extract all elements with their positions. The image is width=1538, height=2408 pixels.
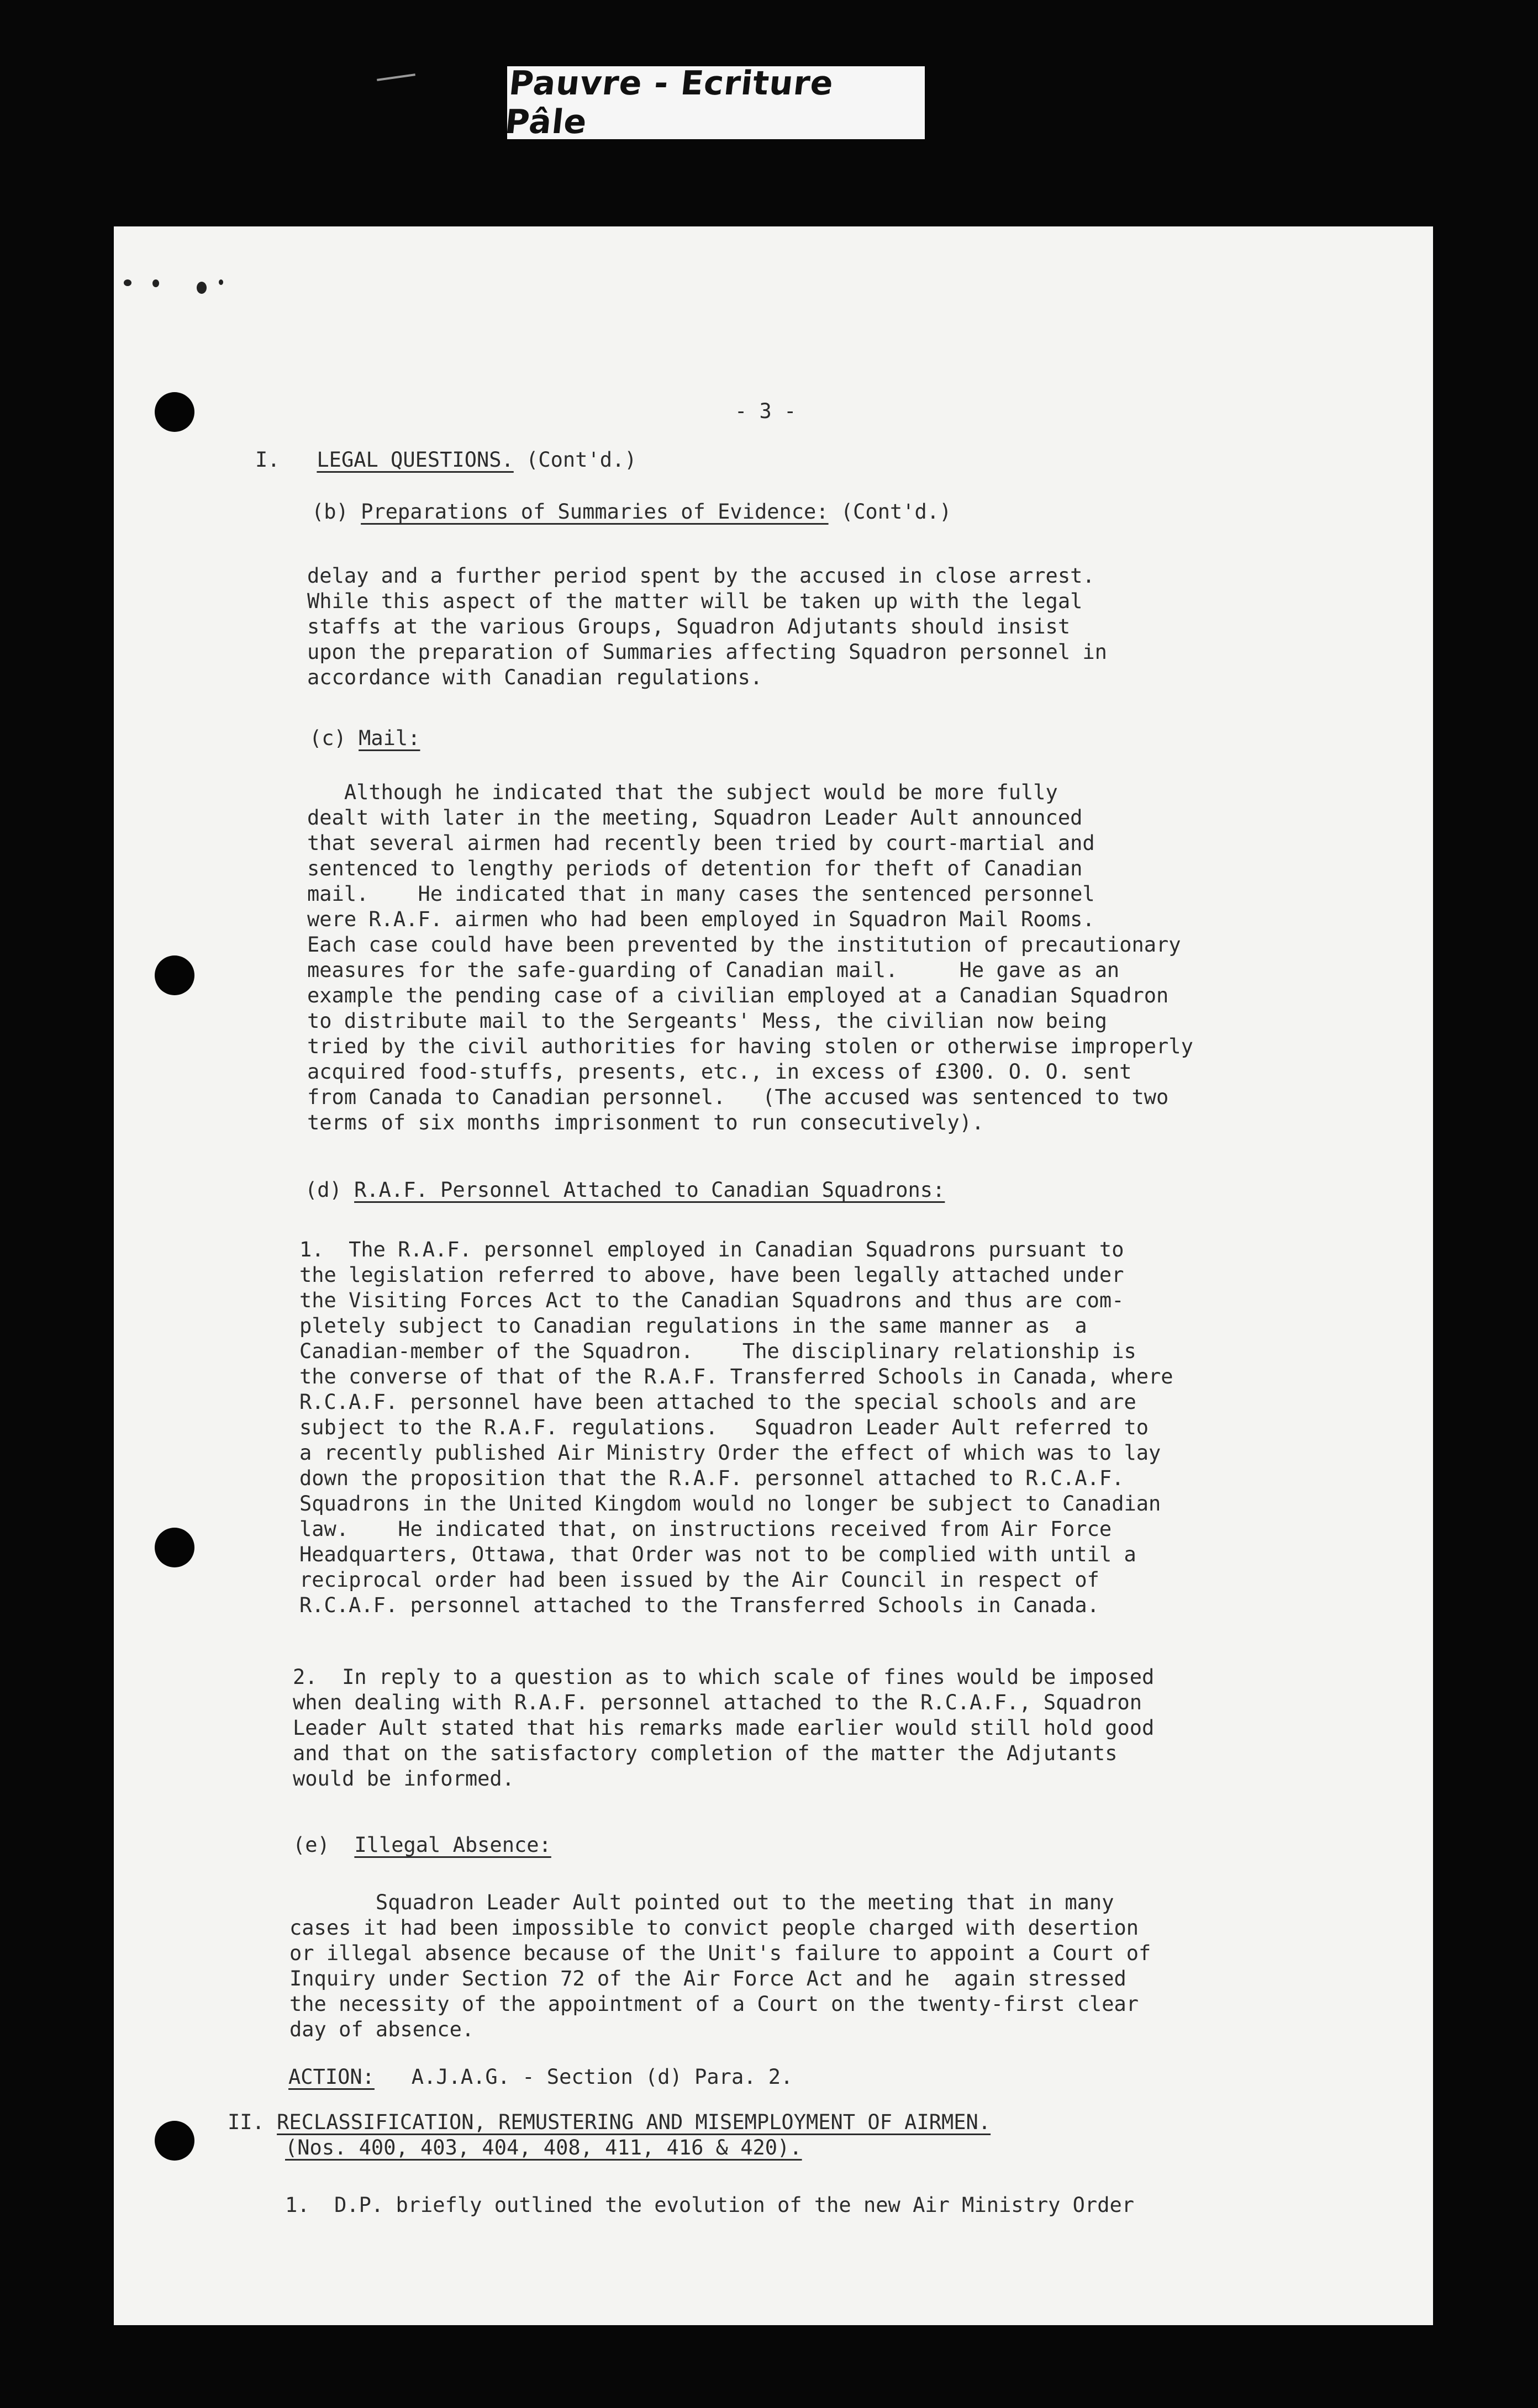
header-label-card (503, 64, 925, 141)
paragraph-line: accordance with Canadian regulations. (307, 666, 763, 689)
paragraph-line: terms of six months imprisonment to run consecutively). (307, 1111, 984, 1134)
paragraph-line: would be informed. (293, 1767, 514, 1791)
paragraph-line: dealt with later in the meeting, Squadron Leader Ault announced (307, 806, 1083, 830)
subsection-heading (309, 726, 420, 751)
paragraph-line: R.C.A.F. personnel have been attached to the special schools and are (299, 1390, 1136, 1414)
section-heading (228, 2110, 991, 2135)
action-text: A.J.A.G. - Section (d) Para. 2. (411, 2065, 793, 2089)
paragraph-line: the converse of that of the R.A.F. Transferred Schools in Canada, where (299, 1365, 1173, 1388)
paragraph-line: pletely subject to Canadian regulations in the same manner as a (299, 1314, 1087, 1338)
subsection-title: Mail: (359, 726, 420, 750)
paragraph-line: upon the preparation of Summaries affecting Squadron personnel in (307, 640, 1107, 664)
paragraph-line: delay and a further period spent by the accused in close arrest. (307, 564, 1095, 588)
paragraph-line: down the proposition that the R.A.F. personnel attached to R.C.A.F. (299, 1466, 1124, 1490)
document-page (114, 226, 1433, 2325)
paragraph-line: Squadrons in the United Kingdom would no longer be subject to Canadian (299, 1492, 1161, 1515)
paragraph-line: 1. The R.A.F. personnel employed in Canadian Squadrons pursuant to (299, 1238, 1124, 1261)
section-title: RECLASSIFICATION, REMUSTERING AND MISEMPLOYMENT OF AIRMEN. (277, 2110, 991, 2134)
paragraph-line: day of absence. (289, 2018, 475, 2041)
paragraph-line: Inquiry under Section 72 of the Air Force Act and he again stressed (289, 1967, 1126, 1990)
paragraph-line: when dealing with R.A.F. personnel attached to the R.C.A.F., Squadron (293, 1691, 1142, 1714)
paragraph-line: R.C.A.F. personnel attached to the Transferred Schools in Canada. (299, 1593, 1099, 1617)
subsection-title: Preparations of Summaries of Evidence: (361, 500, 829, 524)
paragraph-line: Although he indicated that the subject would be more fully (307, 780, 1058, 804)
paragraph-line: 1. D.P. briefly outlined the evolution of the new Air Ministry Order (285, 2193, 1135, 2217)
subsection-suffix: (Cont'd.) (840, 500, 952, 524)
paragraph-line: the necessity of the appointment of a Court on the twenty-first clear (289, 1992, 1139, 2016)
paragraph-line: reciprocal order had been issued by the Air Council in respect of (299, 1568, 1099, 1592)
paragraph-line: to distribute mail to the Sergeants' Mess, the civilian now being (307, 1009, 1107, 1033)
paragraph-line: Squadron Leader Ault pointed out to the meeting that in many (289, 1891, 1114, 1914)
paragraph-line: 2. In reply to a question as to which scale of fines would be imposed (293, 1665, 1155, 1689)
paragraph-line: from Canada to Canadian personnel. (The accused was sentenced to two (307, 1085, 1169, 1109)
page-number: - 3 - (735, 399, 797, 423)
subsection-title: R.A.F. Personnel Attached to Canadian Squadrons: (354, 1178, 945, 1202)
paragraph-line: Leader Ault stated that his remarks made earlier would still hold good (293, 1716, 1155, 1740)
handwritten-label: Pauvre - Ecriture Pâle (503, 64, 836, 141)
paragraph-line: were R.A.F. airmen who had been employed in Squadron Mail Rooms. (307, 907, 1095, 931)
subsection-heading (305, 1177, 945, 1203)
paragraph-line: and that on the satisfactory completion of the matter the Adjutants (293, 1741, 1118, 1765)
subsection-heading (293, 1833, 551, 1858)
section-number: I. (255, 448, 280, 472)
paragraph-line: Canadian-member of the Squadron. The disciplinary relationship is (299, 1339, 1136, 1363)
paragraph-line: acquired food-stuffs, presents, etc., in excess of £300. O. O. sent (307, 1060, 1132, 1084)
paragraph-line: cases it had been impossible to convict people charged with desertion (289, 1916, 1139, 1940)
subsection-marker: (b) (312, 500, 349, 524)
section-number: II. (228, 2110, 265, 2134)
paragraph-line: subject to the R.A.F. regulations. Squadron Leader Ault referred to (299, 1416, 1149, 1439)
action-label: ACTION: (288, 2065, 375, 2089)
action-line (288, 2064, 793, 2090)
paragraph-line: tried by the civil authorities for having stolen or otherwise improperly (307, 1034, 1193, 1058)
paragraph-line: law. He indicated that, on instructions received from Air Force (299, 1517, 1112, 1541)
paragraph-line: staffs at the various Groups, Squadron Adjutants should insist (307, 615, 1071, 638)
section-references: (Nos. 400, 403, 404, 408, 411, 416 & 420). (285, 2136, 802, 2159)
stray-mark (377, 73, 415, 81)
subsection-heading (312, 499, 951, 525)
paragraph-line: example the pending case of a civilian employed at a Canadian Squadron (307, 984, 1169, 1007)
paragraph-line: sentenced to lengthy periods of detention for theft of Canadian (307, 857, 1083, 880)
paragraph-line: Each case could have been prevented by the institution of precautionary (307, 933, 1181, 957)
paragraph-line: that several airmen had recently been tried by court-martial and (307, 831, 1095, 855)
paragraph-line: While this aspect of the matter will be taken up with the legal (307, 589, 1083, 613)
section-title: LEGAL QUESTIONS. (317, 448, 514, 472)
subsection-title: Illegal Absence: (354, 1833, 551, 1857)
paragraph-line: or illegal absence because of the Unit's failure to appoint a Court of (289, 1941, 1151, 1965)
paragraph-line: measures for the safe-guarding of Canadian mail. He gave as an (307, 958, 1120, 982)
subsection-marker: (d) (305, 1178, 342, 1202)
paragraph-line: a recently published Air Ministry Order the effect of which was to lay (299, 1441, 1161, 1465)
paragraph-line: the Visiting Forces Act to the Canadian Squadrons and thus are com- (299, 1289, 1124, 1312)
section-suffix: (Cont'd.) (526, 448, 637, 472)
document-text (114, 226, 1433, 2325)
paragraph-line: the legislation referred to above, have been legally attached under (299, 1263, 1124, 1287)
paragraph-line: mail. He indicated that in many cases the sentenced personnel (307, 882, 1095, 906)
subsection-marker: (e) (293, 1833, 330, 1857)
section-heading (255, 447, 637, 473)
subsection-marker: (c) (309, 726, 346, 750)
paragraph-line: Headquarters, Ottawa, that Order was not to be complied with until a (299, 1543, 1136, 1566)
